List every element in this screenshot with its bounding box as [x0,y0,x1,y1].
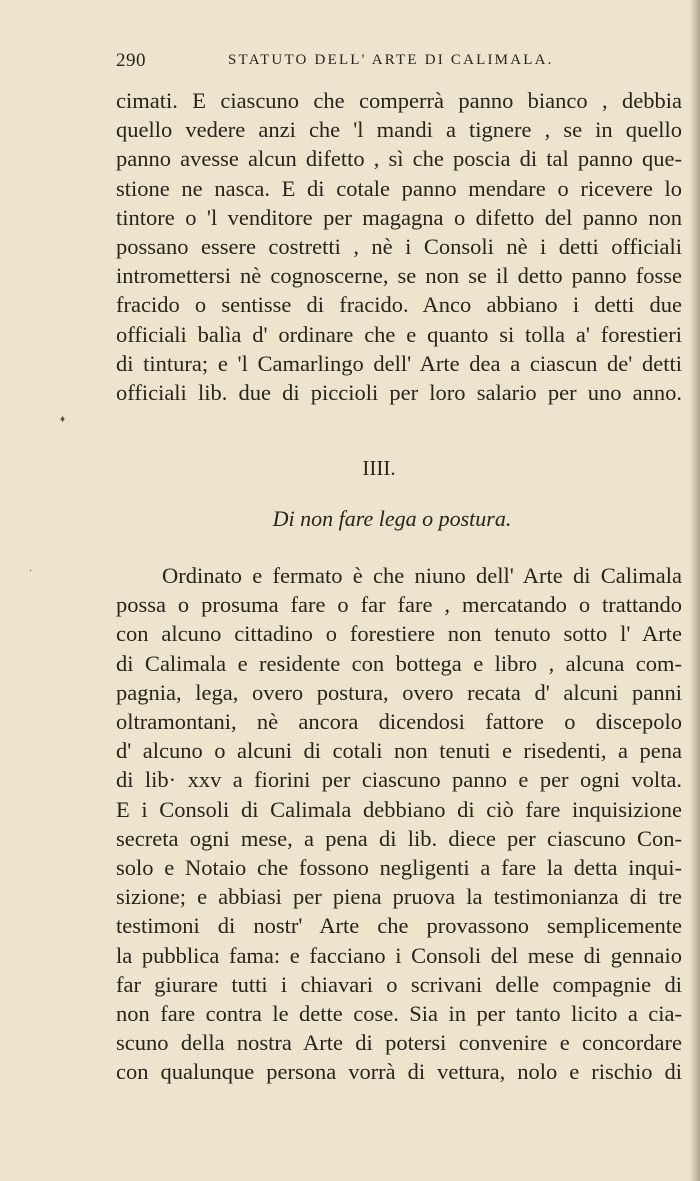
page-edge-shadow [690,0,700,1181]
text-line: tintore o 'l venditore per magagna o difetto del panno non [116,204,682,230]
margin-mark: ♦ [60,414,66,425]
text-line: Ordinato e fermato è che niuno dell' Arte di Calimala [162,563,682,588]
text-line: stione ne nasca. E di cotale panno mendare o ricevere lo [116,175,682,201]
text-line: testimoni di nostr' Arte che provassono semplicemente [116,913,682,939]
text-line: d' alcuno o alcuni di cotali non tenuti e risedenti, a pena [116,738,682,764]
text-line: con qualunque persona vorrà di vettura, nolo e rischio di [116,1059,682,1085]
section-number: IIII. [362,456,396,480]
page-header [116,50,582,76]
text-line: quello vedere anzi che 'l mandi a tignere , se in quello [116,117,682,143]
paragraph-2 [116,561,682,1087]
section-title: Di non fare lega o postura. [272,506,512,531]
text-line: intromettersi nè cognoscerne, se non se il detto panno fosse [116,263,682,289]
margin-mark: · [29,566,33,577]
text-line: la pubblica fama: e facciano i Consoli del mese di gennaio [116,942,682,968]
paragraph-1 [116,86,682,407]
text-line: sizione; e abbiasi per piena pruova la testimonianza di tre [116,884,682,910]
text-line: possano essere costretti , nè i Consoli nè i detti officiali [116,234,682,260]
text-line: pagnia, lega, overo postura, overo recata d' alcuni panni [116,679,682,705]
page-number: 290 [116,50,146,71]
running-title: STATUTO DELL' ARTE DI CALIMALA. [228,52,554,68]
text-line: E i Consoli di Calimala debbiano di ciò fare inquisizione [116,796,682,822]
text-line: far giurare tutti i chiavari o scrivani delle compagnie di [116,971,682,997]
text-line: secreta ogni mese, a pena di lib. diece per ciascuno Con- [116,825,682,851]
text-line: cimati. E ciascuno che comperrà panno bianco , debbia [116,88,682,113]
text-line: fracido o sentisse di fracido. Anco abbiano i detti due [116,292,682,318]
text-line: scuno della nostra Arte di potersi convenire e concordare [116,1030,682,1056]
text-line: solo e Notaio che fossono negligenti a fare la detta inqui- [116,855,682,881]
text-line: di tintura; e 'l Camarlingo dell' Arte dea a ciascun de' detti [116,350,682,376]
text-line: di Calimala e residente con bottega e libro , alcuna com- [116,650,682,676]
text-line: con alcuno cittadino o forestiere non tenuto sotto l' Arte [116,621,682,647]
text-line: officiali lib. due di piccioli per loro salario per uno anno. [116,380,682,406]
text-line: panno avesse alcun difetto , sì che poscia di tal panno que- [116,146,682,172]
text-line: di lib· xxv a fiorini per ciascuno panno e per ogni volta. [116,767,682,793]
text-line: possa o prosuma fare o far fare , mercatando o trattando [116,592,682,618]
text-line: non fare contra le dette cose. Sia in per tanto licito a cia- [116,1001,682,1027]
text-line: officiali balìa d' ordinare che e quanto si tolla a' forestieri [116,321,682,347]
text-line: oltramontani, nè ancora dicendosi fattore o discepolo [116,709,682,735]
